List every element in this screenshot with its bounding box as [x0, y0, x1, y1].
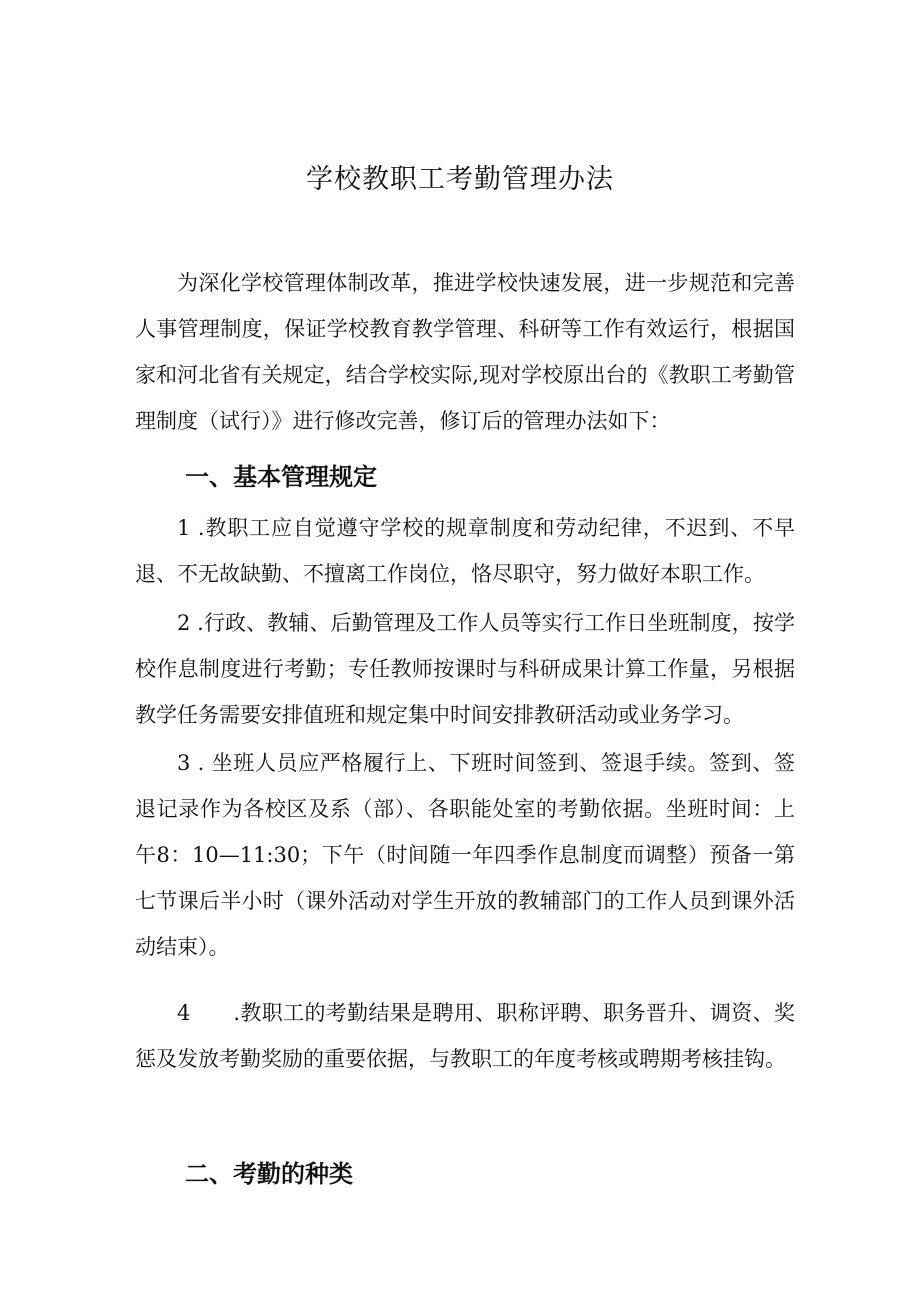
- rule-item-1: 1 .教职工应自觉遵守学校的规章制度和劳动纪律，不迟到、不早退、不无故缺勤、不擅离工作岗位，恪尽职守，努力做好本职工作。: [135, 516, 795, 586]
- rule-item-3: 3 . 坐班人员应严格履行上、下班时间签到、签退手续。签到、签退记录作为各校区及系（部）、各职能处室的考勤依据。坐班时间：上午8：10—11:30；下午（时间随一年四季作息制度而调整）预备一第七节课后半小时（课外活动对学生开放的教辅部门的工作人员到课外活动结束）。: [135, 751, 795, 959]
- section-heading-attendance-types: 二、考勤的种类: [185, 1160, 353, 1188]
- intro-paragraph: 为深化学校管理体制改革，推进学校快速发展，进一步规范和完善人事管理制度，保证学校教育教学管理、科研等工作有效运行，根据国家和河北省有关规定，结合学校实际,现对学校原出台的《教职工考勤管理制度（试行）》进行修改完善，修订后的管理办法如下：: [135, 271, 795, 433]
- rule-item-4: 4 .教职工的考勤结果是聘用、职称评聘、职务晋升、调资、奖惩及发放考勤奖励的重要依据，与教职工的年度考核或聘期考核挂钩。: [135, 1001, 795, 1071]
- section-heading-basic-rules: 一、基本管理规定: [185, 463, 377, 491]
- document-title: 学校教职工考勤管理办法: [306, 164, 614, 195]
- rule-item-2: 2 .行政、教辅、后勤管理及工作人员等实行工作日坐班制度，按学校作息制度进行考勤；专任教师按课时与科研成果计算工作量，另根据教学任务需要安排值班和规定集中时间安排教研活动或业务学习。: [135, 611, 795, 727]
